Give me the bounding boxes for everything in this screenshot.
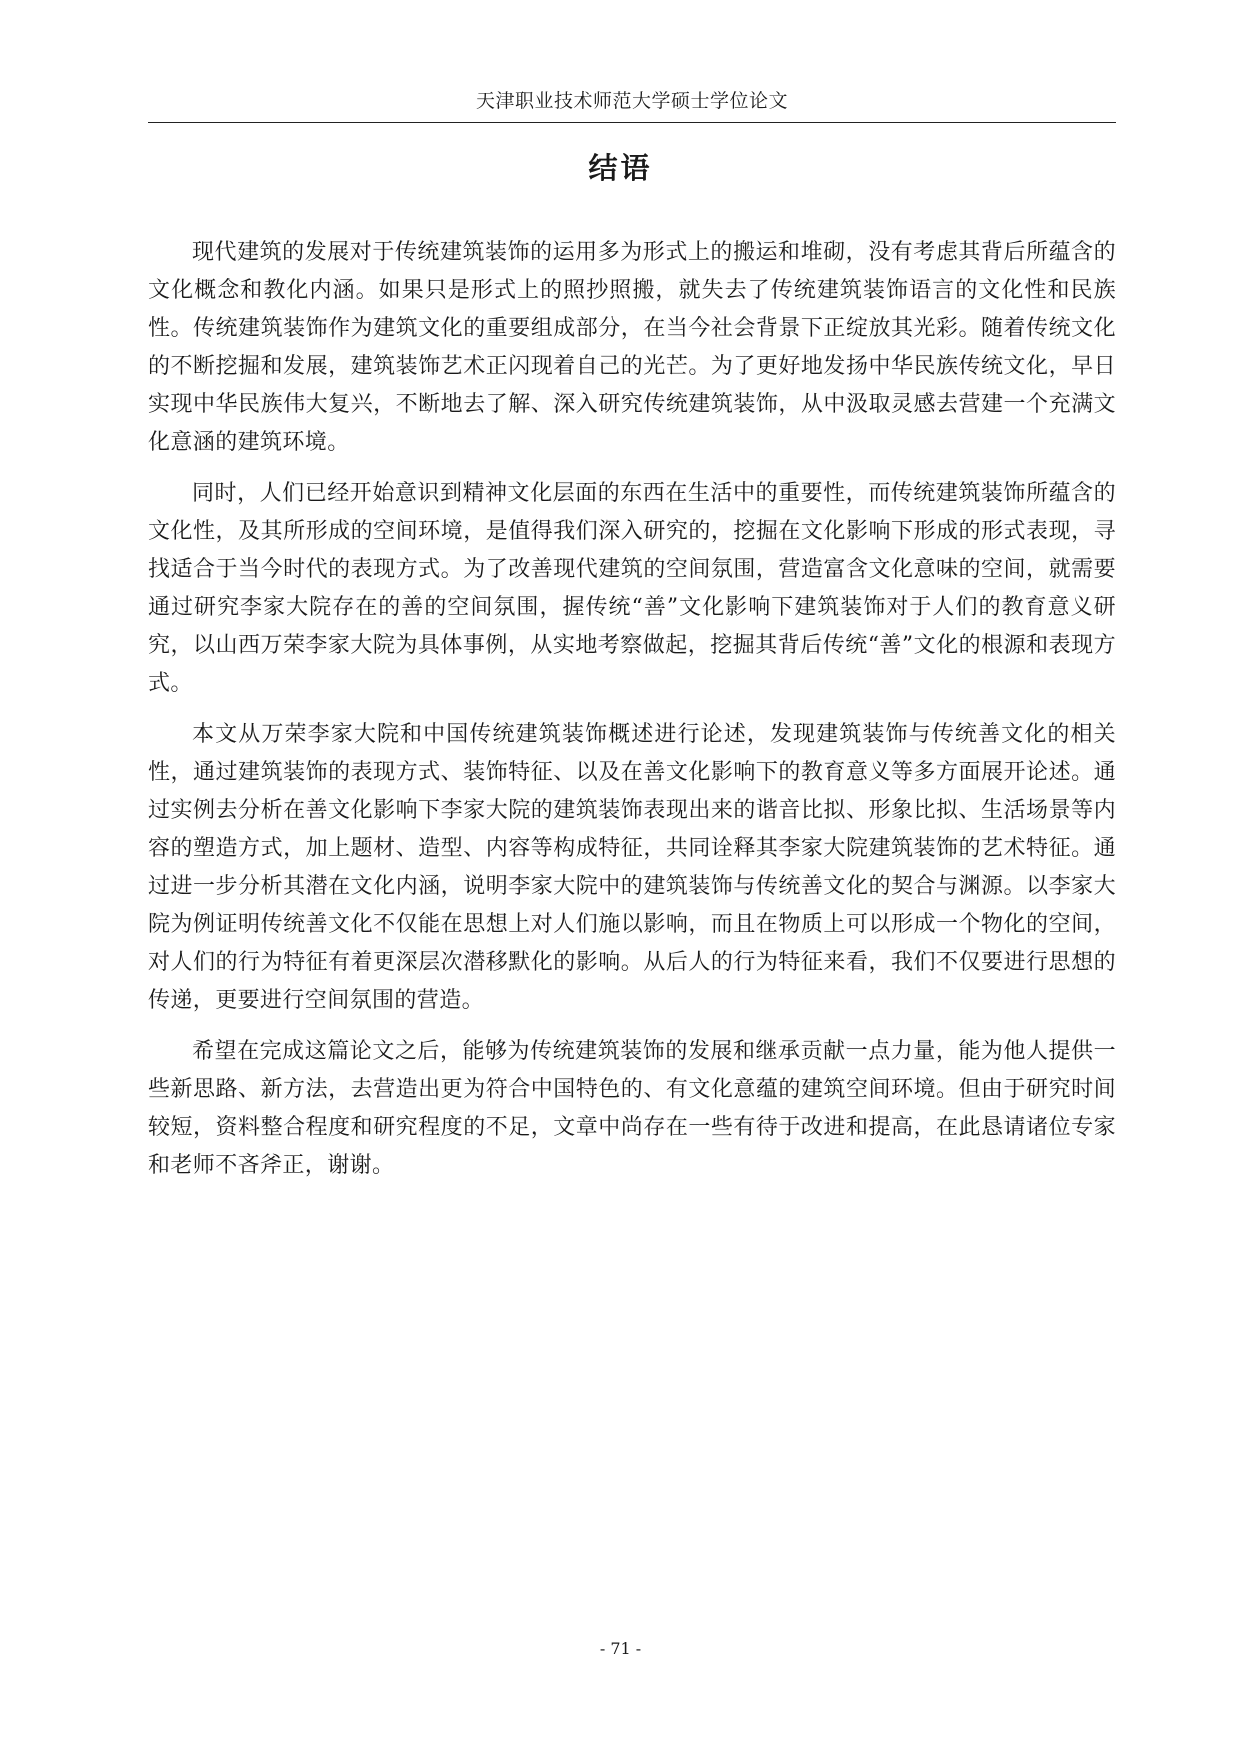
paragraph: 希望在完成这篇论文之后，能够为传统建筑装饰的发展和继承贡献一点力量，能为他人提供一些新思路、新方法，去营造出更为符合中国特色的、有文化意蕴的建筑空间环境。但由于研究时间较短，资料整合程度和研究程度的不足，文章中尚存在一些有待于改进和提高，在此恳请诸位专家和老师不吝斧正，谢谢。 [148,1039,1116,1178]
paragraph: 同时，人们已经开始意识到精神文化层面的东西在生活中的重要性，而传统建筑装饰所蕴含的文化性，及其所形成的空间环境，是值得我们深入研究的，挖掘在文化影响下形成的形式表现，寻找适合于当今时代的表现方式。为了改善现代建筑的空间氛围，营造富含文化意味的空间，就需要通过研究李家大院存在的善的空间氛围，握传统“善”文化影响下建筑装饰对于人们的教育意义研究，以山西万荣李家大院为具体事例，从实地考察做起，挖掘其背后传统“善”文化的根源和表现方式。 [148,481,1116,696]
running-title: 天津职业技术师范大学硕士学位论文 [475,90,788,112]
paragraph: 本文从万荣李家大院和中国传统建筑装饰概述进行论述，发现建筑装饰与传统善文化的相关性，通过建筑装饰的表现方式、装饰特征、以及在善文化影响下的教育意义等多方面展开论述。通过实例去分析在善文化影响下李家大院的建筑装饰表现出来的谐音比拟、形象比拟、生活场景等内容的塑造方式，加上题材、造型、内容等构成特征，共同诠释其李家大院建筑装饰的艺术特征。通过进一步分析其潜在文化内涵，说明李家大院中的建筑装饰与传统善文化的契合与渊源。以李家大院为例证明传统善文化不仅能在思想上对人们施以影响，而且在物质上可以形成一个物化的空间，对人们的行为特征有着更深层次潜移默化的影响。从后人的行为特征来看，我们不仅要进行思想的传递，更要进行空间氛围的营造。 [148,722,1116,1013]
page-number: - 71 - [599,1639,642,1658]
running-header [148,84,1116,123]
body-text [148,234,1116,1198]
chapter-title: 结语 [588,151,653,185]
paragraph: 现代建筑的发展对于传统建筑装饰的运用多为形式上的搬运和堆砌，没有考虑其背后所蕴含的文化概念和教化内涵。如果只是形式上的照抄照搬，就失去了传统建筑装饰语言的文化性和民族性。传统建筑装饰作为建筑文化的重要组成部分，在当今社会背景下正绽放其光彩。随着传统文化的不断挖掘和发展，建筑装饰艺术正闪现着自己的光芒。为了更好地发扬中华民族传统文化，早日实现中华民族伟大复兴，不断地去了解、深入研究传统建筑装饰，从中汲取灵感去营建一个充满文化意涵的建筑环境。 [148,240,1116,455]
